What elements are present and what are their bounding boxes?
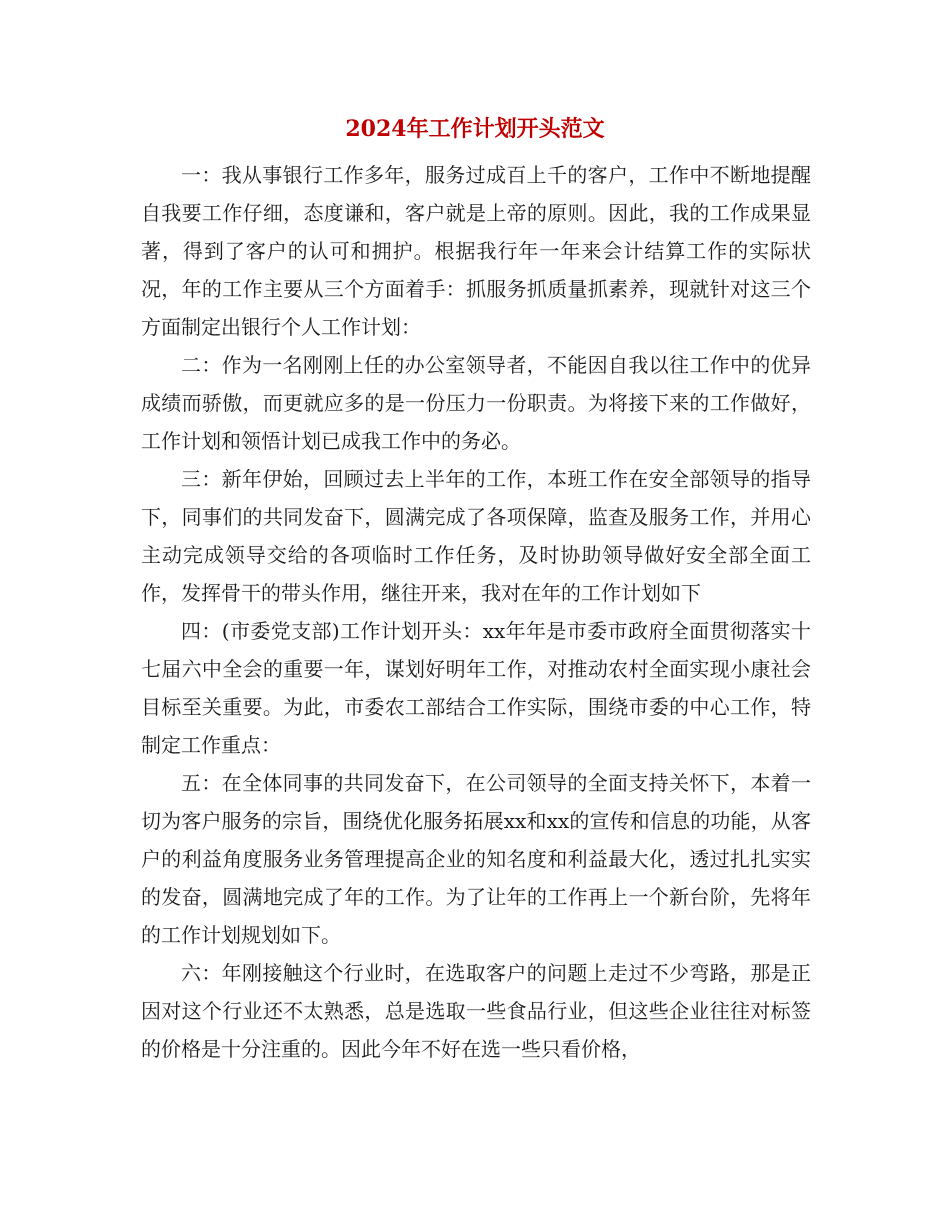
paragraph-1: 一：我从事银行工作多年，服务过成百上千的客户，工作中不断地提醒自我要工作仔细，态度谦和，客户就是上帝的原则。因此，我的工作成果显著，得到了客户的认可和拥护。根据我行年一年来会计结算工作的实际状况，年的工作主要从三个方面着手：抓服务抓质量抓素养，现就针对这三个方面制定出银行个人工作计划： (141, 163, 811, 339)
paragraph-4: 四：(市委党支部)工作计划开头：xx年年是市委市政府全面贯彻落实十七届六中全会的重要一年，谋划好明年工作，对推动农村全面实现小康社会目标至关重要。为此，市委农工部结合工作实际，围绕市委的中心工作，特制定工作重点： (141, 619, 811, 757)
paragraph-6: 六：年刚接触这个行业时，在选取客户的问题上走过不少弯路，那是正因对这个行业还不太熟悉，总是选取一些食品行业，但这些企业往往对标签的价格是十分注重的。因此今年不好在选一些只看价格， (141, 961, 811, 1061)
document-body (141, 156, 811, 1068)
document-title: 2024年工作计划开头范文 (345, 116, 605, 142)
paragraph-5: 五：在全体同事的共同发奋下，在公司领导的全面支持关怀下，本着一切为客户服务的宗旨，围绕优化服务拓展xx和xx的宣传和信息的功能，从客户的利益角度服务业务管理提高企业的知名度和利益最大化，透过扎扎实实的发奋，圆满地完成了年的工作。为了让年的工作再上一个新台阶，先将年的工作计划规划如下。 (141, 771, 811, 947)
paragraph-3: 三：新年伊始，回顾过去上半年的工作，本班工作在安全部领导的指导下，同事们的共同发奋下，圆满完成了各项保障，监查及服务工作，并用心主动完成领导交给的各项临时工作任务，及时协助领导做好安全部全面工作，发挥骨干的带头作用，继往开来，我对在年的工作计划如下 (141, 467, 811, 605)
paragraph-2: 二：作为一名刚刚上任的办公室领导者，不能因自我以往工作中的优异成绩而骄傲，而更就应多的是一份压力一份职责。为将接下来的工作做好，工作计划和领悟计划已成我工作中的务必。 (141, 353, 811, 453)
